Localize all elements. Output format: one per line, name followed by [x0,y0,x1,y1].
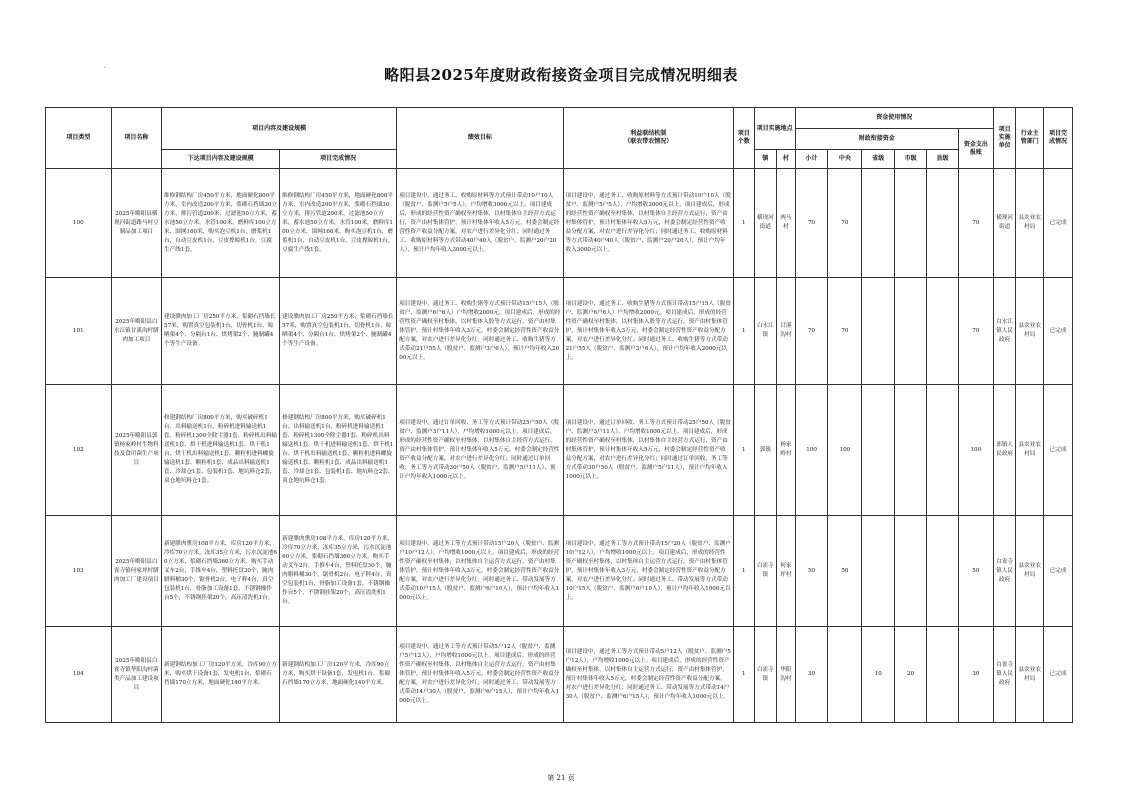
cell-count: 1 [734,385,755,516]
cell-county [927,278,959,385]
cell-reimbursed: 70 [958,278,993,385]
cell-subtotal: 70 [795,278,828,385]
cell-dept: 县农业农村局 [1016,385,1044,516]
cell-performance: 项目建设中，通过务工等方式预计带动15户20人（脱贫户、监测户10户12人），户均增收1000元以上。项目建成后，形成的经营性资产确权至村集体，以村集体自主运营方式运行，资产由村集体管护，预计村集体年收入3万元，村委会制定经营性资产收益分配方案，对农户进行差异化分红；同时通过务工、带动发展等方式带动10户15人（脱贫户、监测户6户10人），预计户均年收入1000元以上。 [397,516,563,627]
cell-town: 横现河街道 [754,169,777,278]
cell-performance: 项目建设中，通过务工、收购原材料等方式预计带动10户10人（脱贫户、监测户5户5人），户均增收3000元以上。项目建成后，形成的经营性资产确权至村集体，以村集体自主经营方式运行，资产由村集体管护，预计村集体年收入5万元，村委会制定经营性资产收益分配方案，对农户进行差异化分红；同时通过务工、收购原材料等方式带动40户40人（脱贫户、监测户20户20人），预计户均年收入3000元以上。 [397,169,563,278]
cell-subtotal: 70 [795,169,828,278]
cell-central [828,627,862,723]
cell-type: 101 [46,278,112,385]
cell-unit: 郭镇人民政府 [993,385,1016,516]
cell-status: 已完成 [1044,627,1073,723]
cell-town: 白雀寺镇 [754,627,777,723]
cell-unit: 白雀寺镇人民政府 [993,627,1016,723]
cell-count: 1 [734,169,755,278]
cell-done: 修建钢结构厂房800平方米，购买破碎机1台、出料输送机1台、粉碎机进料输送机1套、粉碎机1300全除尘器1套、粉碎机出料输送机1套、烘干机进料输送机1套、烘干机1台、烘干机出料输送机1套、颗粒机进料螺旋输送机1套、颗粒机1套、成品出料输送机1套、冷却仓1套、包装机1套、地坑料仓2套、双仓地坑料仓1套。 [280,385,397,516]
cell-county [927,627,959,723]
cell-village: 何家坪村 [777,516,796,627]
cell-performance: 项目建设中，通过务工等方式预计带动5户12人（脱贫户、监测户5户12人），户均增收1000元以上。项目建成后，形成的经营性资产确权至村集体，以村集体自主运营方式运行，资产由村集体管护，预计村集体年收入5万元，村委会制定经营性资产收益分配方案，对农户进行差异化分红；同时通过务工、带动发展等方式带动14户30人（脱贫户、监测户6户15人），预计户均年收入1000元以上。 [397,627,563,723]
cell-planned: 新建腊肉熏房108平方米，库房120平方米，冷库70立方米，冻库35立方米，污水沉淀池60立方米，浆砌石挡墙360立方米。购买手动叉车2台，手推车4台，塑料托盘30个，腌肉腊料桶30个，锯骨机2台，电子秤4台，真空包装机1台，骨脂加工设备1套，不锈钢操作台5个，不锈钢挂架20个，高压清洗机1台。 [162,516,280,627]
cell-done: 新建腊肉熏房108平方米，库房120平方米，冷库70立方米，冻库35立方米，污水沉淀池60立方米，浆砌石挡墙360立方米。购买手动叉车2台，手推车4台，塑料托盘30个，腌肉腊料桶30个，锯骨机2台，电子秤4台，真空包装机1台，骨脂加工设备1套，不锈钢操作台5个，不锈钢挂架20个，高压清洗机1台。 [280,516,397,627]
cell-count: 1 [734,278,755,385]
cell-name: 2025年略阳县白水江镇甘溪沟村腊肉加工项目 [111,278,161,385]
header-county: 县级 [927,150,959,169]
header-benefit-sub: （联农带农情况） [624,138,673,145]
cell-planned: 新建钢结构加工厂房120平方米，冷库90立方米，购买烘干设备1套，发电机1台，浆砌石挡墙170立方米，地面硬化140平方米。 [162,627,280,723]
cell-subtotal: 30 [795,627,828,723]
cell-village: 华阳沟村 [777,627,796,723]
cell-county [927,169,959,278]
cell-unit: 白水江镇人民政府 [993,278,1016,385]
header-funds: 资金使用情况 [795,108,993,129]
cell-village: 两马村 [777,169,796,278]
cell-city [895,278,927,385]
cell-performance: 项目建设中，通过务工、收购生猪等方式预计带动15户15人（脱贫户、监测户6户6人）户均增收2000元。项目建成后，形成的经营性资产确权至村集体，以村集体入股等方式运行，资产由村集体管护，预计村集体年收入3万元，村委会制定经营性资产收益分配方案，对农户进行差异化分红；同时通过务工、收购生猪等方式带动21户55人（脱贫户、监测户3户6人），预计户均年收入2000元以上。 [397,278,563,385]
cell-village: 杨家岭村 [777,385,796,516]
cell-village: 甘溪沟村 [777,278,796,385]
header-benefit-title: 利益联结机制 [630,130,667,137]
table-row [46,169,1073,278]
cell-town: 白水江镇 [754,278,777,385]
table-row [46,627,1073,723]
header-content-done: 项目完成情况 [280,150,397,169]
header-unit: 项目实施单位 [993,108,1016,169]
cell-status: 已完成 [1044,278,1073,385]
cell-done: 维修钢结构厂房450平方米，地面硬化800平方米，室内改造200平方米，浆砌石挡墙30立方米，排污管道200米，过滤池50立方米，蓄水池50立方米，水管100米，磨鲜库100立方米，围网160米，购买泡豆机1台，磨浆机1台，自动豆皮机1台，豆皮撑晾机1台，豆腐生产线1套。 [280,169,397,278]
cell-done: 新建钢结构加工厂房120平方米，冷库90立方米，购买烘干设备1套，发电机1台，浆砌石挡墙170立方米，地面硬化140平方米。 [280,627,397,723]
cell-planned: 维修钢结构厂房450平方米，地面硬化800平方米，室内改造200平方米，浆砌石挡墙30立方米，排污管道200米，过滤池50立方米，蓄水池50立方米，水管100米，磨鲜库100立方米，围网160米，购买泡豆机1台，磨浆机1台，自动豆皮机1台，豆皮撑晾机1台，豆腐生产线1套。 [162,169,280,278]
cell-central: 100 [828,385,862,516]
cell-reimbursed: 30 [958,627,993,723]
header-subtotal: 小计 [795,150,828,169]
cell-central: 70 [828,278,862,385]
cell-name: 2025年略阳县白雀寺镇华阳沟村菌类产品加工建设项目 [111,627,161,723]
header-dept: 行业主管部门 [1016,108,1044,169]
header-content-planned: 下达项目内容及建设规模 [162,150,280,169]
cell-province: 10 [862,627,895,723]
header-count: 项目个数 [734,108,755,169]
cell-unit: 横现河街道 [993,169,1016,278]
header-reimbursed: 资金支出报账 [958,129,993,169]
cell-city [895,169,927,278]
cell-subtotal: 100 [795,385,828,516]
cell-town: 郭镇 [754,385,777,516]
cell-done: 建设腊肉加工厂房250平方米，浆砌石挡墙长57米，购置真空包装机1台、切骨机1台、晾晒架4个、分隔台1台、烘烤架2个、腌制罐4个等生产设备。 [280,278,397,385]
cell-province [862,516,895,627]
cell-type: 100 [46,169,112,278]
cell-province [862,385,895,516]
header-performance: 绩效目标 [397,108,563,169]
cell-subtotal: 50 [795,516,828,627]
header-city: 市级 [895,150,927,169]
table-row [46,278,1073,385]
cell-type: 103 [46,516,112,627]
cell-count: 1 [734,516,755,627]
header-project-type: 项目类型 [46,108,112,169]
cell-city [895,385,927,516]
header-benefit [563,108,733,169]
corner-mark: . [104,63,106,70]
cell-central: 50 [828,516,862,627]
cell-reimbursed: 70 [958,169,993,278]
header-project-name: 项目名称 [111,108,161,169]
header-village: 村 [777,150,796,169]
header-province: 省级 [862,150,895,169]
cell-type: 102 [46,385,112,516]
header-status: 项目完成情况 [1044,108,1073,169]
page-title: 略阳县2025年度财政衔接资金项目完成情况明细表 [384,66,738,84]
cell-status: 已完成 [1044,516,1073,627]
cell-reimbursed: 50 [958,516,993,627]
cell-status: 已完成 [1044,385,1073,516]
cell-county [927,516,959,627]
cell-dept: 县农业农村局 [1016,627,1044,723]
page-number: 第 21 页 [547,774,575,782]
cell-benefit: 项目建设中，通过务工、收购生猪等方式预计带动15户15人（脱贫户、监测户6户6人）户均增收2000元。项目建成后，形成的经营性资产确权至村集体，以村集体入股等方式运行，资产由村集体管护，预计村集体年收入3万元，村委会制定经营性资产收益分配方案，对农户进行差异化分红；同时通过务工、收购生猪等方式带动21户55人（脱贫户、监测户3户6人），预计户均年收入2000元以上。 [563,278,733,385]
cell-town: 白雀寺镇 [754,516,777,627]
cell-province [862,169,895,278]
cell-planned: 建设腊肉加工厂房250平方米，浆砌石挡墙长57米，购置真空包装机1台、切骨机1台、晾晒架4个、分隔台1台、烘烤架2个、腌制罐4个等生产设备。 [162,278,280,385]
header-fin-funds: 财政衔接资金 [795,129,958,150]
cell-central: 70 [828,169,862,278]
cell-count: 1 [734,627,755,723]
cell-benefit: 项目建设中，通过务工等方式预计带动5户12人（脱贫户、监测户5户12人），户均增收1000元以上。项目建成后，形成的经营性资产确权至村集体，以村集体自主运营方式运行，资产由村集体管护，预计村集体年收入5万元，村委会制定经营性资产收益分配方案，对农户进行差异化分红；同时通过务工、带动发展等方式带动14户30人（脱贫户、监测户6户15人），预计户均年收入1000元以上。 [563,627,733,723]
header-town: 镇 [754,150,777,169]
table-row [46,516,1073,627]
cell-benefit: 项目建设中，通过务工等方式预计带动15户20人（脱贫户、监测户10户12人），户均增收1000元以上。项目建成后，形成的经营性资产确权至村集体，以村集体自主运营方式运行，资产由村集体管护，预计村集体年收入3万元，村委会制定经营性资产收益分配方案，对农户进行差异化分红；同时通过务工、带动发展等方式带动10户15人（脱贫户、监测户6户10人），预计户均年收入1000元以上。 [563,516,733,627]
cell-name: 2025年略阳县横现河街道路马村豆制品加工项目 [111,169,161,278]
cell-name: 2025年略阳县郭镇杨家岭村生物科技及食用菌生产项目 [111,385,161,516]
header-content-group: 项目内容及建设规模 [162,108,397,150]
header-central: 中央 [828,150,862,169]
cell-performance: 项目建设中，通过订单回收、务工等方式预计带动25户50人（脱贫户、监测户3户11人），户均增收1000元以上。项目建成后，形成的经营性资产确权至村集体，以村集体自主经营方式运行，资产由村集体管护，预计村集体年收入5万元，村委会制定经营性资产收益分配方案，对农户进行差异化分红；同时通过订单回收、务工等方式带动30户50人（脱贫户、监测户5户11人），预计户均年收入1000元以上。 [397,385,563,516]
cell-name: 2025年略阳县白雀寺镇何家坪村腊肉加工厂建设项目 [111,516,161,627]
cell-dept: 县农业农村局 [1016,516,1044,627]
cell-dept: 县农业农村局 [1016,278,1044,385]
header-location: 项目实施地点 [754,108,795,150]
cell-planned: 修建钢结构厂房800平方米，购买破碎机1台、出料输送机1台、粉碎机进料输送机1套、粉碎机1300全除尘器1套、粉碎机出料输送机1套、烘干机进料输送机1套、烘干机1台、烘干机出料输送机1套、颗粒机进料螺旋输送机1套、颗粒机1套、成品出料输送机1套、冷却仓1套、包装机1套、地坑料仓2套、双仓地坑料仓1套。 [162,385,280,516]
cell-province [862,278,895,385]
cell-dept: 县农业农村局 [1016,169,1044,278]
cell-benefit: 项目建设中，通过务工、收购原材料等方式预计带动10户10人（脱贫户、监测户5户5人），户均增收3000元以上。项目建成后，形成的经营性资产确权至村集体，以村集体自主经营方式运行，资产由村集体管护，预计村集体年收入5万元，村委会制定经营性资产收益分配方案，对农户进行差异化分红；同时通过务工、收购原材料等方式带动40户40人（脱贫户、监测户20户20人），预计户均年收入3000元以上。 [563,169,733,278]
project-table [45,107,1073,723]
cell-unit: 白雀寺镇人民政府 [993,516,1016,627]
table-row [46,385,1073,516]
cell-benefit: 项目建设中，通过订单回收、务工等方式预计带动25户50人（脱贫户、监测户3户11人），户均增收1000元以上。项目建成后，形成的经营性资产确权至村集体，以村集体自主经营方式运行，资产由村集体管护，预计村集体年收入5万元，村委会制定经营性资产收益分配方案，对农户进行差异化分红；同时通过订单回收、务工等方式带动30户50人（脱贫户、监测户5户11人），预计户均年收入1000元以上。 [563,385,733,516]
cell-city [895,516,927,627]
cell-city: 20 [895,627,927,723]
cell-county [927,385,959,516]
cell-reimbursed: 100 [958,385,993,516]
cell-status: 已完成 [1044,169,1073,278]
cell-type: 104 [46,627,112,723]
